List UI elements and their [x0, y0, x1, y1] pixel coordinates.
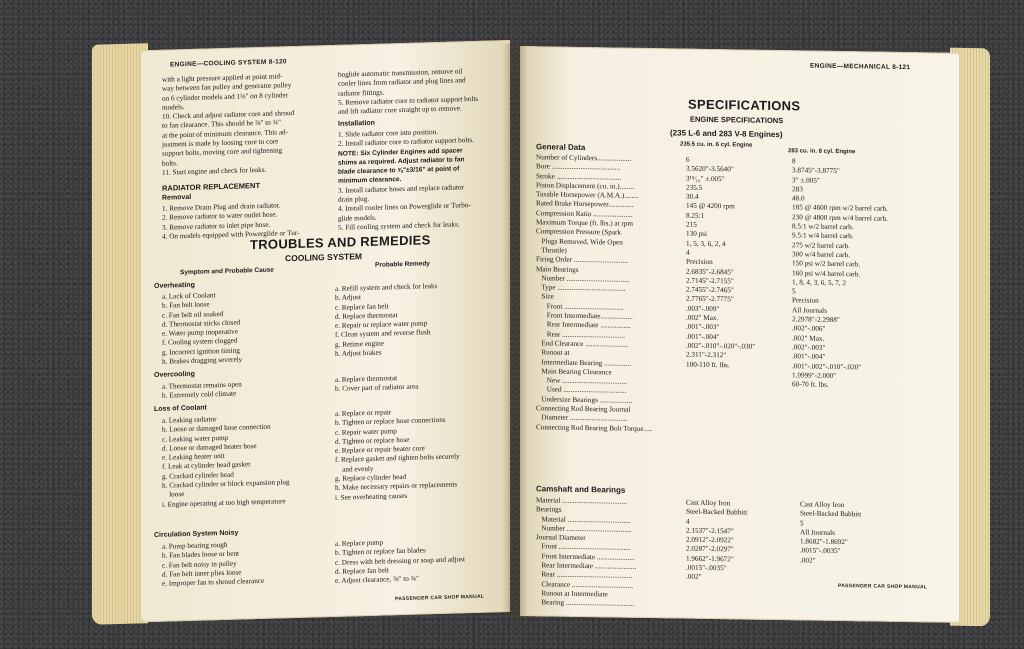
cam-l6-value: Cast Alloy Iron [686, 498, 731, 508]
left-page-header: ENGINE—COOLING SYSTEM 8-120 [170, 58, 287, 69]
v8-value: 8 [792, 157, 796, 166]
cam-v8-value: .0015"-.0035" [800, 546, 841, 556]
spec-label: Main Bearings [536, 264, 579, 274]
l6-value: 215 [686, 220, 697, 229]
cause: c. Fan belt noisy in pulley [162, 559, 237, 570]
section-title: Loss of Coolant [154, 404, 207, 413]
v8-value: .002"-.003" [792, 343, 826, 352]
remedy: a. Replace thermostat [335, 374, 398, 384]
cam-v8-value: 1.8682"-1.8692" [800, 537, 848, 547]
remedy: f. Clean system and reverse flush [335, 328, 431, 340]
cam-label: Journal Diameter [536, 533, 586, 543]
spec-label: Compression Pressure (Spark [536, 227, 622, 237]
l6-value: 8.25:1 [686, 211, 705, 220]
l6-value: .003"-.009" [686, 304, 720, 313]
cam-v8-value: Steel-Backed Babbitt [800, 509, 862, 519]
text-line: support bolts, moving core and tightening [162, 146, 283, 159]
remedy: b. Tighten or replace fan blades [335, 546, 426, 558]
cam-l6-value: 2.1537"-2.1547" [686, 526, 734, 536]
l6-value: 145 @ 4200 rpm [686, 202, 735, 211]
install-step: 2. Install radiator core to radiator support bolts. [338, 136, 474, 149]
cause: a. Thermostat remains open [162, 380, 242, 391]
radiator-replacement-heading: RADIATOR REPLACEMENT [162, 180, 261, 193]
remedy: e. Replace or repair heater core [335, 444, 425, 456]
text-line: justment is made by loosing core to core [162, 137, 279, 149]
spec-label: Front ................................. [536, 302, 624, 312]
v8-value: 230 @ 4800 rpm w/4 barrel carb. [792, 213, 888, 223]
overcooling-remedies [335, 374, 418, 395]
spec-label: Runout at [536, 348, 570, 358]
cam-label: Front Intermediate ..................... [536, 552, 635, 562]
cam-label: Material .................................... [536, 496, 627, 506]
noisy-remedies [335, 536, 465, 586]
cam-l6-value: .002" [686, 572, 702, 582]
text-line: radiator fittings. [338, 88, 385, 98]
removal-heading: Removal [162, 193, 192, 202]
troubles-remedies-title: TROUBLES AND REMEDIES [250, 232, 431, 253]
v8-value: 1.9999"-2.000" [792, 371, 837, 380]
cause: d. Fan belt inner plies loose [162, 568, 242, 579]
left-col2-text [338, 67, 478, 117]
spec-label: Stroke .................................... [536, 171, 622, 182]
cause: f. Leak at cylinder head gasket [162, 460, 251, 472]
cause: i. Engine operating at too high temperature [162, 496, 286, 509]
remedy: b. Tighten or replace hose connections [335, 416, 446, 428]
spec-label: Connecting Rod Bearing Bolt Torque..... [536, 422, 653, 433]
v8-value: 3" ±.005" [792, 175, 820, 185]
install-step: 1. Slide radiator core into position. [338, 128, 439, 139]
v8-value: 1, 8, 4, 3, 6, 5, 7, 2 [792, 278, 846, 287]
install-step: glide models. [338, 213, 377, 223]
loss-of-coolant-causes [162, 413, 290, 510]
cam-label: Rear .......................................... [536, 570, 633, 581]
l6-value: 6 [686, 155, 690, 164]
l6-value: .002" Max. [686, 313, 719, 323]
l6-value: 1, 5, 3, 6, 2, 4 [686, 239, 726, 248]
text-line: way between fan pulley and generator pulley [162, 81, 292, 94]
removal-step: 2. Remove radiator to water outlet hose. [162, 210, 278, 223]
remedy: g. Retime engine [335, 339, 384, 349]
text-line: with a light pressure applied at point mid- [162, 72, 283, 84]
cause: d. Thermostat sticks closed [162, 318, 241, 329]
l6-value: .001"-.004" [686, 332, 720, 341]
l6-value: 30.4 [686, 192, 699, 201]
right-page [520, 46, 960, 623]
install-note: shims as required. Adjust radiator to fan [338, 156, 465, 167]
remedy: e. Adjust clearance, ⅝" to ¾" [335, 574, 419, 586]
cam-label: Bearings [536, 505, 562, 514]
spec-label: Maximum Torque (ft. lbs.) at rpm [536, 218, 633, 228]
text-line: 11. Start engine and check for leaks. [162, 165, 267, 177]
cam-l6-value: 1.9662"-1.9672" [686, 554, 734, 564]
right-page-footer: PASSENGER CAR SHOP MANUAL [838, 582, 928, 591]
cam-v8-value: 5 [800, 518, 804, 528]
cam-labels [536, 496, 636, 609]
section-title: Overheating [154, 281, 195, 290]
v8-value: 283 [792, 185, 803, 194]
v8-value: Precision [792, 296, 819, 306]
remedy: d. Tighten or replace hose [335, 435, 410, 446]
text-line: at the point of minimum clearance. This ad- [162, 127, 289, 140]
l6-value: Precision [686, 257, 713, 267]
v8-value: 48.0 [792, 194, 805, 203]
l6-value: 100-110 ft. lbs. [686, 360, 730, 369]
cam-v8-values [800, 500, 861, 566]
l6-column-header: 235.5 cu. in. 6 cyl. Engine [680, 141, 753, 149]
remedy: a. Refill system and check for leaks [335, 282, 438, 293]
cam-l6-value: 2.0287"-2.0297" [686, 545, 734, 554]
noisy-causes [162, 540, 264, 589]
spec-label: Connecting Rod Bearing Journal [536, 404, 631, 414]
spec-labels [536, 153, 653, 434]
v8-value: 160 psi w/4 barrel carb. [792, 268, 861, 278]
remedy: i. See overheating causes [335, 491, 408, 502]
install-step: drain plug. [338, 195, 370, 204]
cam-label: Front ........................................ [536, 542, 631, 553]
text-line: 10. Check and adjust radiator core and shroud [162, 109, 295, 121]
spec-label: Number ................................... [536, 274, 630, 284]
left-page-footer: PASSENGER CAR SHOP MANUAL [395, 593, 485, 603]
l6-value: 3.5620"-3.5640" [686, 164, 734, 174]
text-line: cooler lines from radiator and plug lines and [338, 76, 466, 89]
v8-value: 150 psi w/2 barrel carb. [792, 259, 861, 269]
l6-values [686, 156, 755, 371]
engines-caption: (235 L-6 and 283 V-8 Engines) [670, 128, 783, 140]
removal-step: 1. Remove Drain Plug and drain radiator. [162, 201, 281, 213]
text-line: 5. Remove radiator core to radiator support bolts [338, 94, 479, 107]
cause: g. Cracked cylinder head [162, 470, 234, 481]
v8-column-header: 283 cu. in. 8 cyl. Engine [788, 148, 856, 156]
remedy: a. Replace pump [335, 538, 384, 548]
cause: e. Leaking heater unit [162, 452, 225, 462]
spec-label: Front Intermediate.................. [536, 311, 633, 321]
cam-l6-values [686, 499, 747, 584]
l6-value: 3¹⁵⁄₁₆" ±.005" [686, 174, 725, 183]
l6-value: .002"-.010"-.020"-.030" [686, 341, 756, 351]
install-note: NOTE: Six Cylinder Engines add spacer [338, 146, 463, 158]
remedy: b. Cover part of radiator area [335, 382, 419, 394]
cause: g. Incorrect ignition timing [162, 346, 240, 357]
text-line: and lift radiator core straight up to remove. [338, 104, 462, 116]
text-line: boglide automatic transmission, remove oil [338, 67, 463, 79]
cause: c. Fan belt oil soaked [162, 309, 224, 320]
l6-value: 2.7145"-2.7155" [686, 276, 734, 286]
remedy: c. Dress with belt dressing or soap and adjust [335, 554, 465, 567]
spec-label: New .................................... [536, 376, 627, 386]
spec-label: Taxable Horsepower (A.M.A.)........ [536, 190, 639, 201]
overheating-causes [162, 290, 242, 367]
remedy: and evenly [335, 464, 374, 474]
cam-label: Material ................................... [536, 514, 631, 525]
cause: b. Fan blades loose or bent [162, 549, 240, 561]
cause: b. Extremely cold climate [162, 389, 237, 401]
l6-value: 2.7765"-2.7775" [686, 295, 734, 304]
l6-value: 2.6835"-2.6845" [686, 267, 734, 276]
removal-step: 3. Remove radiator to inlet pipe hose. [162, 220, 271, 232]
spec-label: Type ...................................... [536, 283, 626, 293]
cause: a. Pump bearing rough [162, 540, 228, 551]
cause: e. Water pump inoperative [162, 327, 238, 338]
remedy: g. Replace cylinder head [335, 472, 407, 483]
cause: b. Fan belt loose [162, 300, 210, 311]
text-line: bolts. [162, 158, 178, 168]
remedy: b. Adjust [335, 293, 361, 303]
v8-value: .001"-.004" [792, 352, 826, 362]
install-step: 4. Install cooler lines on Powerglide or Turbo- [338, 201, 471, 214]
overheating-remedies [335, 282, 437, 359]
l6-value: .001"-.003" [686, 322, 720, 332]
remedy: d. Replace thermostat [335, 311, 398, 321]
v8-value: 185 @ 4600 rpm w/2 barrel carb. [792, 203, 888, 214]
symptom-header: Symptom and Probable Cause [180, 266, 274, 277]
spec-label: Main Bearing Clearance [536, 367, 612, 377]
remedy: e. Repair or replace water pump [335, 319, 428, 331]
cause: a. Leaking radiator [162, 415, 217, 425]
removal-step: 4. On models equipped with Powerglide or Tur- [162, 228, 300, 241]
cam-label: Runout at Intermediate [536, 589, 608, 599]
cause: e. Improper fan to shroud clearance [162, 577, 265, 588]
remedy: h. Adjust brakes [335, 348, 382, 358]
v8-value: All Journals [792, 306, 827, 315]
spec-label: Plugs Removed, Wide Open [536, 236, 623, 247]
cooling-system-title: COOLING SYSTEM [285, 251, 362, 264]
cause: b. Loose or damaged hose connection [162, 422, 271, 435]
spec-label: Intermediate Bearing ............... [536, 357, 632, 368]
cam-v8-value: .002" [800, 556, 816, 565]
engine-specs-subtitle: ENGINE SPECIFICATIONS [690, 114, 784, 126]
spec-label: Size [536, 292, 554, 301]
spec-label: Bore ...................................... [536, 162, 621, 172]
cause: c. Leaking water pump [162, 433, 229, 444]
spec-label: Compression Ratio ...................... [536, 209, 633, 219]
installation-heading: Installation [338, 119, 375, 128]
spec-label: Diameter ................................ [536, 413, 628, 424]
cam-v8-value: All Journals [800, 528, 835, 537]
text-line: to fan clearance. This should be ⅝" to ¾" [162, 118, 281, 131]
remedy: f. Replace gasket and tighten bolts securely [335, 452, 460, 465]
camshaft-heading: Camshaft and Bearings [536, 484, 626, 495]
remedy: c. Repair water pump [335, 426, 397, 437]
spec-label: Firing Order .............................. [536, 255, 628, 265]
cam-label: Number .................................... [536, 524, 632, 534]
cam-l6-value: 4 [686, 517, 690, 526]
spec-label: Rear Intermediate ................. [536, 320, 631, 331]
v8-value: 5 [792, 287, 796, 296]
cause: f. Cooling system clogged [162, 337, 238, 348]
l6-value: 2.311"-2.312" [686, 350, 727, 360]
remedy: c. Replace fan belt [335, 301, 389, 312]
l6-value: 4 [686, 248, 690, 257]
left-page [140, 40, 510, 622]
install-note: minimum clearance. [338, 176, 402, 186]
text-line: on 6 cylinder models and 1⅜" on 8 cylinder [162, 90, 289, 103]
cam-v8-value: Cast Alloy Iron [800, 500, 845, 510]
cause: a. Lack of Coolant [162, 291, 216, 301]
v8-value: 3.8745"-3.8775" [792, 166, 840, 176]
specifications-title: SPECIFICATIONS [688, 96, 801, 114]
section-title: Circulation System Noisy [154, 529, 239, 539]
l6-value: 130 psi [686, 229, 707, 239]
general-data-heading: General Data [536, 142, 586, 153]
install-step: 3. Install radiator hoses and replace radiator [338, 183, 464, 195]
v8-value: 8.5:1 w/2 barrel carb. [792, 222, 854, 232]
v8-value: .002"-.006" [792, 324, 826, 334]
cam-l6-value: .0015"-.0035" [686, 563, 727, 573]
install-steps [338, 127, 474, 233]
v8-value: 275 w/2 barrel carb. [792, 240, 850, 250]
install-note: blade clearance to ⅝"±3/16" at point of [338, 165, 460, 176]
install-step: 5. Fill cooling system and check for leaks. [338, 220, 460, 232]
v8-value: .001"-.002"-.010"-.020" [792, 361, 862, 371]
l6-value: 2.7455"-2.7465" [686, 285, 734, 295]
cause: h. Cracked cylinder or block expansion plug [162, 478, 290, 490]
v8-value: 2.2978"-2.2988" [792, 315, 840, 325]
remedy: a. Replace or repair [335, 408, 392, 418]
cause: loose [162, 490, 185, 500]
spec-label: Piston Displacement (cu. in.)........ [536, 181, 635, 191]
overcooling-causes [162, 380, 242, 401]
l6-value: 235.5 [686, 183, 703, 192]
book-gutter-shadow [502, 44, 528, 619]
v8-values [792, 157, 888, 391]
v8-value: 300 w/4 barrel carb. [792, 250, 850, 260]
right-page-header: ENGINE—MECHANICAL 8-121 [810, 62, 911, 72]
spec-label: Number of Cylinders................... [536, 153, 632, 163]
cam-l6-value: Steel-Backed Babbitt [686, 507, 748, 517]
cause: d. Loose or damaged heater hose [162, 441, 257, 453]
spec-label: End Clearance ........................ [536, 339, 629, 349]
spec-label: Undersize Bearings .................. [536, 394, 633, 405]
v8-value: 60-70 ft. lbs. [792, 380, 829, 389]
spec-label: Rated Brake Horsepower.............. [536, 199, 634, 210]
cause: h. Brakes dragging severely [162, 355, 243, 366]
spec-label: Rear ................................... [536, 329, 626, 340]
left-col1-text [162, 72, 294, 178]
spec-label: Throttle) [536, 246, 567, 255]
cam-label: Rear Intermediate ....................... [536, 561, 637, 571]
remedy-header: Probable Remedy [375, 260, 430, 269]
loss-of-coolant-remedies [335, 406, 460, 502]
remedy: h. Make necessary repairs or replacements [335, 480, 458, 493]
v8-value: .002" Max. [792, 333, 825, 343]
remedy: d. Replace fan belt [335, 566, 389, 576]
cam-label: Clearance .................................. [536, 579, 634, 590]
spec-label: Used ................................... [536, 385, 627, 396]
text-line: models. [162, 102, 185, 112]
v8-value: 9.5:1 w/4 barrel carb. [792, 231, 854, 241]
cam-l6-value: 2.0912"-2.0922" [686, 535, 734, 545]
cam-label: Bearing ...................................... [536, 598, 635, 609]
section-title: Overcooling [154, 370, 195, 379]
